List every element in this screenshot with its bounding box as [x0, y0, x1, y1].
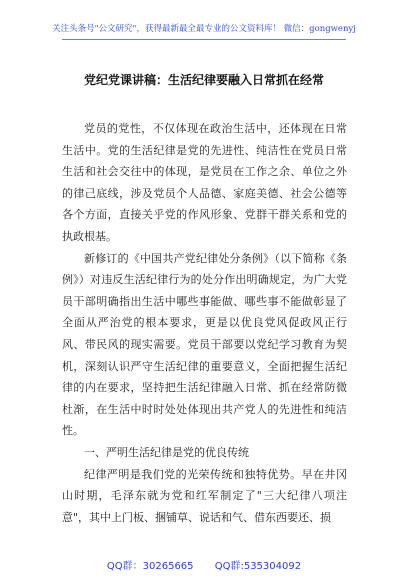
header-note: 关注头条号"公文研究"，获得最新最全最专业的公文资料库！ 微信：gongwenyj	[52, 24, 356, 34]
footer-qq-group-2: QQ群:535304092	[214, 561, 302, 572]
page-footer	[0, 557, 408, 572]
section-heading: 一、严明生活纪律是党的优良传统	[84, 445, 249, 459]
document-title: 党纪党课讲稿：生活纪律要融入日常抓在经常	[83, 73, 324, 87]
header-divider	[62, 39, 346, 40]
page-header	[0, 0, 408, 52]
document-body	[62, 118, 347, 528]
paragraph: 党员的党性，不仅体现在政治生活中，还体现在日常生活中。党的生活纪律是党的先进性、纯洁性在党员日常生活和社会交往中的体现，是党员在工作之余、单位之外的律己底线，涉及党员个人品德、家庭美德、社会公德等各个方面，直接关乎党的作风形象、党群干群关系和党的执政根基。	[62, 122, 347, 243]
paragraph: 新修订的《中国共产党纪律处分条例》（以下简称《条例》）对违反生活纪律行为的处分作出明确规定，为广大党员干部明确指出生活中哪些事能做、哪些事不能做彰显了全面从严治党的根本要求，更是以优良党风促政风正行风、带民风的现实需要。党员干部要以党纪学习教育为契机，深刻认识严守生活纪律的重要意义，全面把握生活纪律的内在要求，坚持把生活纪律融入日常、抓在经常防微杜渐，在生活中时时处处体现出共产党人的先进性和纯洁性。	[62, 251, 347, 438]
footer-qq-group-1: QQ群：30265665	[106, 561, 194, 572]
paragraph: 纪律严明是我们党的光荣传统和独特优势。早在井冈山时期，毛泽东就为党和红军制定了"三大纪律八项注意"，其中上门板、捆铺草、说话和气、借东西要还、损	[62, 467, 347, 524]
